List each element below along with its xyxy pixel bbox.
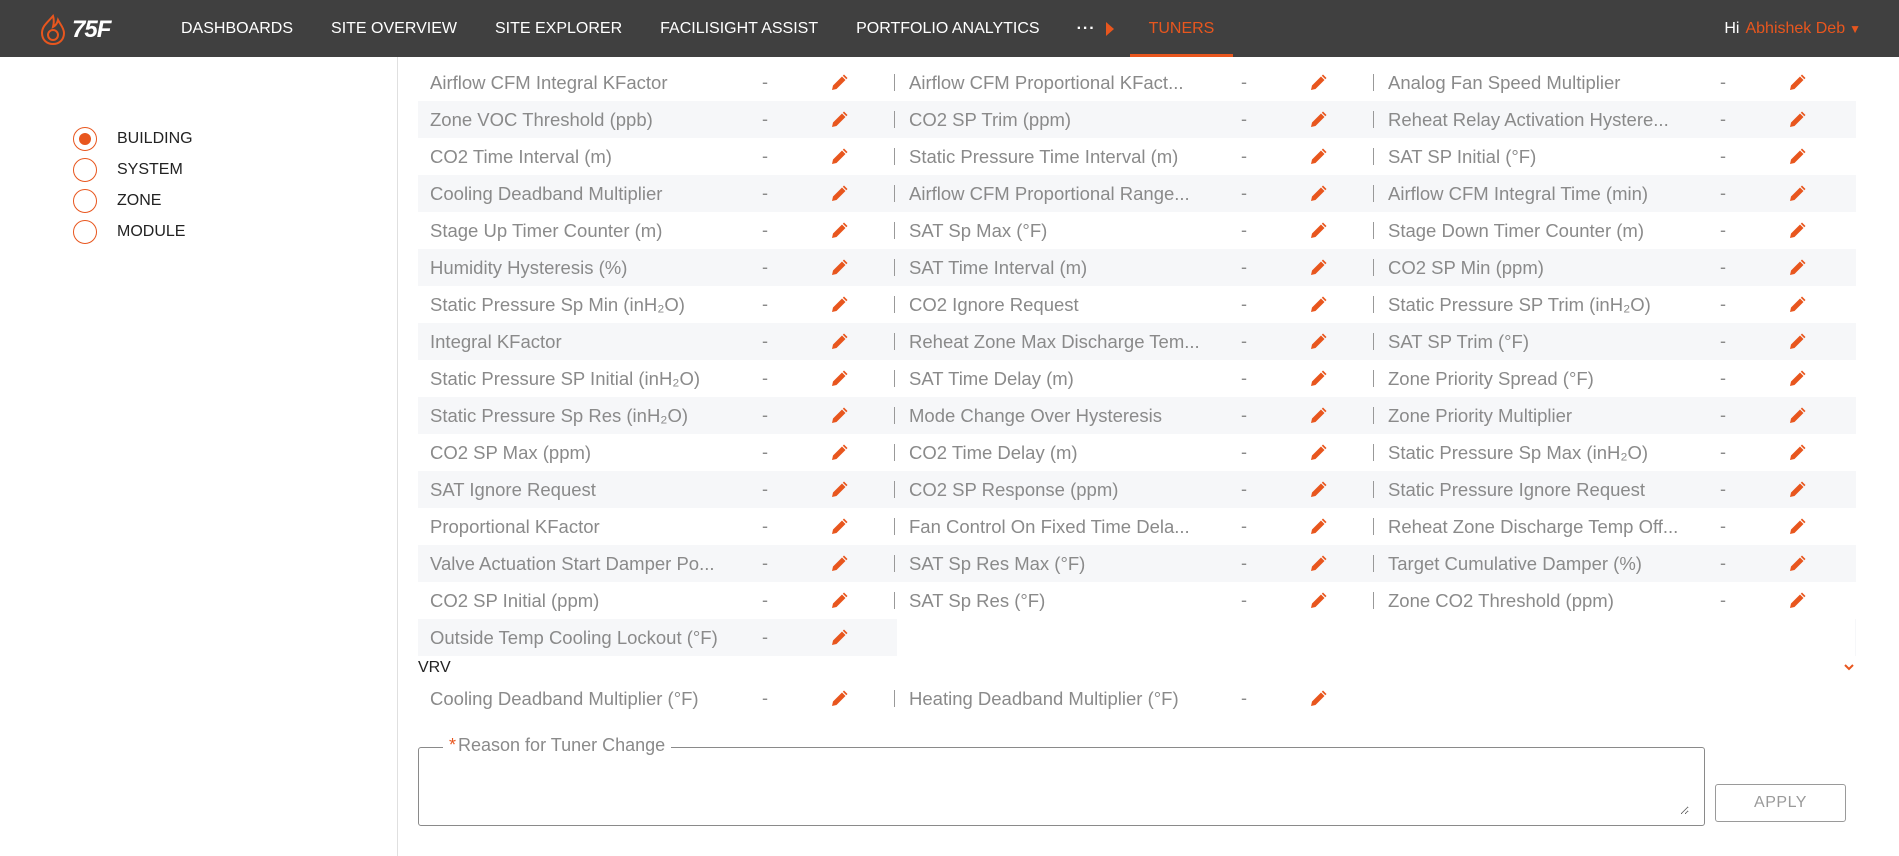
tuner-cell: [418, 64, 897, 101]
tuner-name: Static Pressure SP Trim (inH₂O): [1388, 293, 1651, 315]
tuner-cell: [418, 101, 897, 138]
radio-zone[interactable]: [73, 189, 161, 213]
column-divider: [1373, 592, 1374, 609]
radio-module[interactable]: [73, 220, 185, 244]
column-divider: [1373, 481, 1374, 498]
pencil-icon[interactable]: [1788, 518, 1806, 536]
pencil-icon[interactable]: [830, 555, 848, 573]
tuner-value: -: [1720, 109, 1726, 129]
tuner-name: SAT Time Delay (m): [909, 367, 1074, 389]
tuner-name: SAT SP Initial (°F): [1388, 145, 1537, 167]
column-divider: [894, 222, 895, 239]
column-divider: [894, 296, 895, 313]
vrv-tuner-grid: [418, 680, 1856, 717]
pencil-icon[interactable]: [830, 407, 848, 425]
nav-site-explorer[interactable]: SITE EXPLORER: [494, 19, 623, 37]
tuner-name: Static Pressure Sp Max (inH₂O): [1388, 441, 1649, 463]
tuner-name: Airflow CFM Integral Time (min): [1388, 182, 1649, 204]
vrv-section-header[interactable]: [418, 656, 1856, 680]
tuner-value: -: [1720, 405, 1726, 425]
column-divider: [894, 259, 895, 276]
tuner-cell: [418, 249, 897, 286]
tuner-value: -: [1241, 368, 1247, 388]
tuner-cell: [1376, 508, 1855, 545]
tuner-name: Proportional KFactor: [430, 515, 600, 537]
tuner-row: [418, 582, 1856, 619]
tuner-value: -: [762, 553, 768, 573]
tuner-name: Reheat Zone Discharge Temp Off...: [1388, 515, 1679, 537]
pencil-icon[interactable]: [1309, 111, 1327, 129]
tuner-value: -: [1241, 688, 1247, 708]
tuner-name: SAT Time Interval (m): [909, 256, 1088, 278]
column-divider: [1373, 148, 1374, 165]
column-divider: [1373, 555, 1374, 572]
tuner-cell: [418, 508, 897, 545]
tuner-name: Zone VOC Threshold (ppb): [430, 108, 653, 130]
tuner-cell: [897, 175, 1376, 212]
pencil-icon[interactable]: [830, 690, 848, 708]
tuner-value: -: [1241, 183, 1247, 203]
tuner-row: [418, 508, 1856, 545]
tuner-row: [418, 397, 1856, 434]
column-divider: [894, 592, 895, 609]
tuner-value: -: [1720, 294, 1726, 314]
pencil-icon[interactable]: [830, 481, 848, 499]
tuner-grid: [418, 64, 1856, 656]
column-divider: [894, 74, 895, 91]
chevron-down-icon[interactable]: [1842, 660, 1856, 674]
tuner-cell: [1376, 212, 1855, 249]
tuner-name: Valve Actuation Start Damper Po...: [430, 552, 715, 574]
tuner-row: [418, 434, 1856, 471]
tuner-value: -: [762, 627, 768, 647]
empty-cell: [897, 619, 1376, 656]
tuner-cell: [897, 508, 1376, 545]
column-divider: [894, 481, 895, 498]
tuner-row: [418, 680, 1856, 717]
tuner-cell: [1376, 397, 1855, 434]
tuner-name: Stage Down Timer Counter (m): [1388, 219, 1645, 241]
pencil-icon[interactable]: [1788, 185, 1806, 203]
tuner-name: CO2 SP Max (ppm): [430, 441, 592, 463]
tuner-value: -: [762, 479, 768, 499]
tuner-row: [418, 138, 1856, 175]
tuner-value: -: [1241, 146, 1247, 166]
radio-system[interactable]: [73, 158, 183, 182]
reason-input[interactable]: [429, 760, 1689, 815]
top-navigation-bar: [0, 0, 1899, 57]
tuner-cell: [1376, 545, 1855, 582]
nav-facilisight-assist[interactable]: FACILISIGHT ASSIST: [660, 19, 819, 37]
pencil-icon[interactable]: [830, 518, 848, 536]
nav-site-overview[interactable]: SITE OVERVIEW: [331, 19, 457, 37]
radio-button-icon[interactable]: [73, 220, 97, 244]
pencil-icon[interactable]: [1788, 444, 1806, 462]
pencil-icon[interactable]: [1309, 481, 1327, 499]
tuner-cell: [1376, 101, 1855, 138]
tuner-name: Zone CO2 Threshold (ppm): [1388, 589, 1614, 611]
tuner-cell: [897, 249, 1376, 286]
tuner-value: -: [1241, 109, 1247, 129]
tuner-value: -: [762, 405, 768, 425]
pencil-icon[interactable]: [1309, 518, 1327, 536]
tuner-name: SAT Sp Res (°F): [909, 589, 1046, 611]
tuner-value: -: [1720, 72, 1726, 92]
tuner-value: -: [1241, 479, 1247, 499]
pencil-icon[interactable]: [1788, 370, 1806, 388]
pencil-icon[interactable]: [1788, 592, 1806, 610]
tuner-cell: [897, 360, 1376, 397]
tuner-value: -: [1241, 72, 1247, 92]
tuner-name: SAT Sp Max (°F): [909, 219, 1048, 241]
tuner-value: -: [762, 257, 768, 277]
required-marker: *: [449, 735, 457, 755]
tuner-cell: [897, 138, 1376, 175]
tuner-row: [418, 249, 1856, 286]
column-divider: [1373, 259, 1374, 276]
column-divider: [894, 555, 895, 572]
radio-button-icon[interactable]: [73, 127, 97, 151]
pencil-icon[interactable]: [1788, 148, 1806, 166]
tuner-value: -: [1720, 442, 1726, 462]
nav-dashboards[interactable]: DASHBOARDS: [181, 19, 294, 37]
pencil-icon[interactable]: [1309, 148, 1327, 166]
tuner-value: -: [1241, 516, 1247, 536]
tuner-name: Target Cumulative Damper (%): [1388, 552, 1642, 574]
tuner-cell: [897, 582, 1376, 619]
tuner-value: -: [1720, 183, 1726, 203]
column-divider: [1373, 111, 1374, 128]
tuner-name: SAT SP Trim (°F): [1388, 330, 1530, 352]
tuner-cell: [897, 680, 1376, 717]
pencil-icon[interactable]: [1788, 111, 1806, 129]
pencil-icon[interactable]: [1788, 481, 1806, 499]
tuner-name: Cooling Deadband Multiplier: [430, 182, 663, 204]
tuner-value: -: [1720, 368, 1726, 388]
tuner-value: -: [762, 590, 768, 610]
pencil-icon[interactable]: [1788, 555, 1806, 573]
logo[interactable]: [38, 14, 110, 46]
tuner-name: Stage Up Timer Counter (m): [430, 219, 663, 241]
user-menu[interactable]: [1724, 0, 1861, 57]
vrv-section-label: VRV: [418, 659, 451, 676]
logo-text: 75F: [72, 16, 111, 43]
tuner-name: Zone Priority Multiplier: [1388, 404, 1573, 426]
tuner-name: Reheat Zone Max Discharge Tem...: [909, 330, 1200, 352]
tuner-cell: [418, 286, 897, 323]
tuner-value: -: [1241, 257, 1247, 277]
tuner-row: [418, 323, 1856, 360]
tuner-cell: [418, 175, 897, 212]
tuner-cell: [1376, 323, 1855, 360]
tuner-value: -: [762, 220, 768, 240]
column-divider: [894, 185, 895, 202]
tuner-cell: [418, 471, 897, 508]
pencil-icon[interactable]: [1309, 555, 1327, 573]
pencil-icon[interactable]: [830, 444, 848, 462]
tuner-cell: [897, 545, 1376, 582]
tuner-value: -: [1720, 220, 1726, 240]
tuner-value: -: [762, 294, 768, 314]
tuner-cell: [897, 64, 1376, 101]
column-divider: [894, 518, 895, 535]
tuner-cell: [897, 323, 1376, 360]
tuner-cell: [897, 434, 1376, 471]
tuner-value: -: [1720, 257, 1726, 277]
user-name[interactable]: Abhishek Deb: [1745, 19, 1846, 37]
nav-portfolio-analytics[interactable]: PORTFOLIO ANALYTICS: [856, 19, 1040, 37]
tuner-cell: [418, 582, 897, 619]
tuner-name: CO2 Time Delay (m): [909, 441, 1078, 463]
tuner-name: Heating Deadband Multiplier (°F): [909, 687, 1179, 709]
pencil-icon[interactable]: [830, 111, 848, 129]
tuner-name: Airflow CFM Proportional Range...: [909, 182, 1190, 204]
column-divider: [1373, 518, 1374, 535]
tuner-name: Static Pressure Time Interval (m): [909, 145, 1179, 167]
tuner-name: Airflow CFM Proportional KFact...: [909, 71, 1184, 93]
tuner-name: Static Pressure Sp Min (inH₂O): [430, 293, 685, 315]
column-divider: [894, 111, 895, 128]
column-divider: [1373, 74, 1374, 91]
tuner-cell: [418, 680, 897, 717]
nav-tuners[interactable]: TUNERS: [1130, 0, 1234, 57]
tuner-name: Integral KFactor: [430, 330, 562, 352]
pencil-icon[interactable]: [830, 259, 848, 277]
main-nav: [162, 0, 1233, 57]
tuner-name: Static Pressure SP Initial (inH₂O): [430, 367, 701, 389]
column-divider: [1373, 296, 1374, 313]
tuner-cell: [1376, 582, 1855, 619]
tuner-cell: [1376, 64, 1855, 101]
chevron-down-icon[interactable]: ▼: [1849, 21, 1861, 36]
tuner-name: Analog Fan Speed Multiplier: [1388, 71, 1621, 93]
tuner-cell: [418, 360, 897, 397]
tuner-cell: [418, 138, 897, 175]
more-icon[interactable]: ···: [1076, 19, 1096, 37]
reason-field-label: [443, 735, 671, 756]
pencil-icon[interactable]: [830, 370, 848, 388]
column-divider: [1373, 407, 1374, 424]
tuner-cell: [418, 397, 897, 434]
column-divider: [894, 333, 895, 350]
tuner-cell: [1376, 286, 1855, 323]
tuner-cell: [418, 434, 897, 471]
tuner-cell: [418, 212, 897, 249]
tuner-name: Mode Change Over Hysteresis: [909, 404, 1162, 426]
radio-label: BUILDING: [117, 130, 193, 147]
tuner-cell: [418, 545, 897, 582]
tuner-name: Fan Control On Fixed Time Dela...: [909, 515, 1190, 537]
pencil-icon[interactable]: [1788, 74, 1806, 92]
tuner-name: Static Pressure Ignore Request: [1388, 478, 1646, 500]
tuner-value: -: [762, 442, 768, 462]
tuner-value: -: [1720, 479, 1726, 499]
radio-selected-dot: [79, 133, 91, 145]
tuner-name: Airflow CFM Integral KFactor: [430, 71, 668, 93]
tuner-row: [418, 286, 1856, 323]
pencil-icon[interactable]: [1309, 690, 1327, 708]
tuner-value: -: [1720, 146, 1726, 166]
pencil-icon[interactable]: [1788, 333, 1806, 351]
tuner-name: CO2 Ignore Request: [909, 293, 1079, 315]
tuner-row: [418, 545, 1856, 582]
tuner-name: Static Pressure Sp Res (inH₂O): [430, 404, 689, 426]
radio-label: SYSTEM: [117, 161, 183, 178]
radio-label: ZONE: [117, 192, 162, 209]
sidebar: [0, 57, 398, 856]
tuner-value: -: [1720, 590, 1726, 610]
tuner-cell: [897, 212, 1376, 249]
tuner-value: -: [762, 146, 768, 166]
pencil-icon[interactable]: [1309, 185, 1327, 203]
tuner-value: -: [1720, 331, 1726, 351]
tuner-name: Reheat Relay Activation Hystere...: [1388, 108, 1669, 130]
apply-button[interactable]: APPLY: [1715, 784, 1846, 822]
radio-button-icon[interactable]: [73, 189, 97, 213]
tuner-name: Humidity Hysteresis (%): [430, 256, 628, 278]
pencil-icon[interactable]: [1309, 444, 1327, 462]
tuner-name: CO2 SP Response (ppm): [909, 478, 1119, 500]
pencil-icon[interactable]: [830, 74, 848, 92]
tuner-name: CO2 Time Interval (m): [430, 145, 612, 167]
tuner-value: -: [1241, 331, 1247, 351]
tuner-name: SAT Ignore Request: [430, 478, 596, 500]
logo-flame-icon: [38, 14, 68, 46]
tuner-cell: [1376, 249, 1855, 286]
user-greeting: Hi: [1724, 19, 1740, 37]
tuner-name: Cooling Deadband Multiplier (°F): [430, 687, 699, 709]
pencil-icon[interactable]: [830, 296, 848, 314]
tuner-value: -: [1241, 405, 1247, 425]
tuner-row: [418, 101, 1856, 138]
tuner-value: -: [1241, 442, 1247, 462]
tuner-row: [418, 619, 1856, 656]
pencil-icon[interactable]: [1309, 222, 1327, 240]
pencil-icon[interactable]: [830, 185, 848, 203]
column-divider: [1373, 333, 1374, 350]
reason-label-text: Reason for Tuner Change: [458, 735, 666, 755]
tuner-row: [418, 212, 1856, 249]
pencil-icon[interactable]: [1309, 259, 1327, 277]
tuner-panel: [418, 64, 1858, 717]
tuner-value: -: [762, 183, 768, 203]
tuner-value: -: [1720, 516, 1726, 536]
tuner-row: [418, 175, 1856, 212]
tuner-name: Outside Temp Cooling Lockout (°F): [430, 626, 718, 648]
radio-label: MODULE: [117, 223, 186, 240]
tuner-cell: [1376, 175, 1855, 212]
radio-button-icon[interactable]: [73, 158, 97, 182]
tuner-name: SAT Sp Res Max (°F): [909, 552, 1086, 574]
pencil-icon[interactable]: [830, 148, 848, 166]
tuner-cell: [897, 101, 1376, 138]
pencil-icon[interactable]: [830, 629, 848, 647]
pencil-icon[interactable]: [1309, 74, 1327, 92]
column-divider: [894, 690, 895, 707]
tuner-cell: [897, 471, 1376, 508]
tuner-cell: [897, 286, 1376, 323]
tuner-value: -: [1241, 220, 1247, 240]
tuner-name: Zone Priority Spread (°F): [1388, 367, 1594, 389]
column-divider: [894, 407, 895, 424]
tuner-name: CO2 SP Initial (ppm): [430, 589, 600, 611]
tuner-cell: [418, 619, 897, 656]
column-divider: [894, 370, 895, 387]
pencil-icon[interactable]: [830, 592, 848, 610]
tuner-value: -: [762, 109, 768, 129]
column-divider: [1373, 222, 1374, 239]
pencil-icon[interactable]: [1788, 296, 1806, 314]
tuner-row: [418, 360, 1856, 397]
column-divider: [1373, 185, 1374, 202]
radio-building[interactable]: [73, 127, 193, 151]
tuner-row: [418, 64, 1856, 101]
tuner-value: -: [1241, 590, 1247, 610]
empty-cell: [1376, 680, 1855, 717]
tuner-value: -: [762, 368, 768, 388]
tuner-value: -: [762, 688, 768, 708]
pencil-icon[interactable]: [1309, 296, 1327, 314]
pencil-icon[interactable]: [1309, 592, 1327, 610]
tuner-value: -: [762, 331, 768, 351]
column-divider: [1373, 370, 1374, 387]
tuner-value: -: [1241, 294, 1247, 314]
tuner-cell: [1376, 360, 1855, 397]
reason-field[interactable]: [418, 735, 1705, 826]
column-divider: [1373, 444, 1374, 461]
empty-cell: [1376, 619, 1855, 656]
pencil-icon[interactable]: [1309, 333, 1327, 351]
pencil-icon[interactable]: [1788, 259, 1806, 277]
tuner-cell: [1376, 471, 1855, 508]
tuner-cell: [1376, 434, 1855, 471]
pencil-icon[interactable]: [830, 333, 848, 351]
tuner-value: -: [762, 516, 768, 536]
tuner-row: [418, 471, 1856, 508]
tuner-name: CO2 SP Min (ppm): [1388, 256, 1544, 278]
pencil-icon[interactable]: [1309, 370, 1327, 388]
pencil-icon[interactable]: [830, 222, 848, 240]
pencil-icon[interactable]: [1309, 407, 1327, 425]
column-divider: [894, 148, 895, 165]
tuner-value: -: [762, 72, 768, 92]
tuner-cell: [1376, 138, 1855, 175]
tuner-value: -: [1241, 553, 1247, 573]
pencil-icon[interactable]: [1788, 407, 1806, 425]
tuner-cell: [418, 323, 897, 360]
tuner-value: -: [1720, 553, 1726, 573]
tuner-name: CO2 SP Trim (ppm): [909, 108, 1072, 130]
tuner-cell: [897, 397, 1376, 434]
pencil-icon[interactable]: [1788, 222, 1806, 240]
column-divider: [894, 444, 895, 461]
nav-forward-arrow-icon[interactable]: [1106, 22, 1114, 36]
